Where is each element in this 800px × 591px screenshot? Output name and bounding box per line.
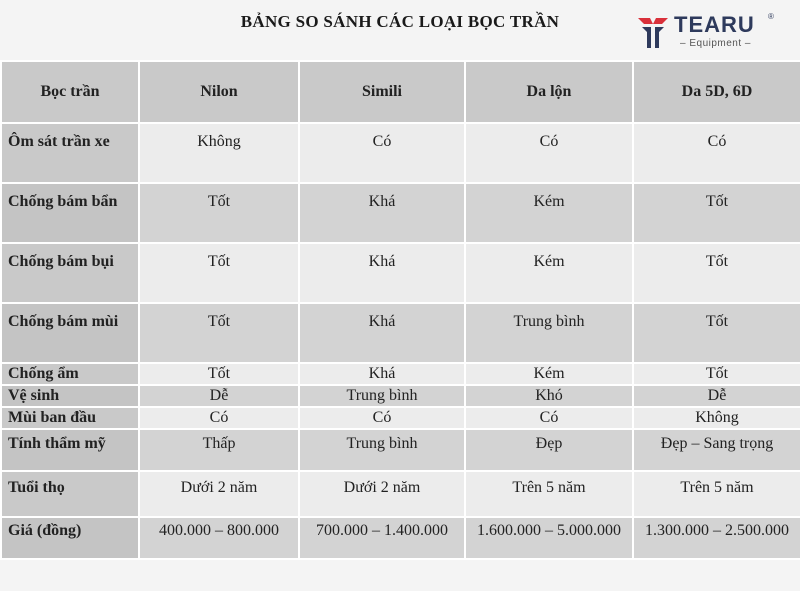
table-row: [1, 517, 800, 559]
table-cell: Tốt: [633, 363, 800, 385]
table-cell: Tốt: [633, 303, 800, 363]
table-cell: 700.000 – 1.400.000: [299, 517, 465, 559]
table-row: [1, 471, 800, 517]
table-cell: Kém: [465, 363, 633, 385]
table-cell: Trung bình: [465, 303, 633, 363]
table-cell: Có: [139, 407, 299, 429]
table-row: [1, 385, 800, 407]
table-cell: Tốt: [633, 243, 800, 303]
row-label: Tuổi thọ: [1, 471, 139, 517]
table-cell: Tốt: [633, 183, 800, 243]
table-cell: Khá: [299, 303, 465, 363]
table-row: [1, 243, 800, 303]
table-cell: Tốt: [139, 303, 299, 363]
table-cell: Trên 5 năm: [633, 471, 800, 517]
header-cell: Simili: [299, 61, 465, 123]
table-cell: Dưới 2 năm: [139, 471, 299, 517]
table-cell: Có: [299, 123, 465, 183]
table-row: [1, 123, 800, 183]
row-label: Tính thẩm mỹ: [1, 429, 139, 471]
table-cell: Khá: [299, 183, 465, 243]
row-label: Vệ sinh: [1, 385, 139, 407]
brand-subtitle: – Equipment –: [680, 38, 751, 49]
tearu-logo-mark-icon: [636, 14, 670, 50]
table-cell: Trung bình: [299, 385, 465, 407]
table-cell: Dễ: [139, 385, 299, 407]
header-cell: Nilon: [139, 61, 299, 123]
table-cell: Dưới 2 năm: [299, 471, 465, 517]
table-cell: Đẹp: [465, 429, 633, 471]
table-cell: Kém: [465, 183, 633, 243]
table-row: [1, 429, 800, 471]
table-cell: Thấp: [139, 429, 299, 471]
table-row: [1, 183, 800, 243]
table-cell: Tốt: [139, 243, 299, 303]
table-cell: Trên 5 năm: [465, 471, 633, 517]
header-cell: Da lộn: [465, 61, 633, 123]
header-cell: Bọc trần: [1, 61, 139, 123]
row-label: Chống bám mùi: [1, 303, 139, 363]
header-cell: Da 5D, 6D: [633, 61, 800, 123]
row-label: Mùi ban đầu: [1, 407, 139, 429]
registered-mark: ®: [768, 12, 774, 21]
table-row: [1, 407, 800, 429]
brand-logo: [636, 12, 786, 52]
row-label: Giá (đồng): [1, 517, 139, 559]
table-cell: Có: [465, 123, 633, 183]
table-cell: 400.000 – 800.000: [139, 517, 299, 559]
page-title: BẢNG SO SÁNH CÁC LOẠI BỌC TRẦN: [240, 12, 560, 31]
table-cell: Kém: [465, 243, 633, 303]
comparison-table: [0, 60, 800, 560]
brand-name: TEARU: [674, 12, 755, 37]
row-label: Ôm sát trần xe: [1, 123, 139, 183]
table-cell: Không: [139, 123, 299, 183]
table-cell: Đẹp – Sang trọng: [633, 429, 800, 471]
table-cell: Khó: [465, 385, 633, 407]
table-row: [1, 303, 800, 363]
table-cell: Trung bình: [299, 429, 465, 471]
table-cell: Có: [299, 407, 465, 429]
row-label: Chống bám bẩn: [1, 183, 139, 243]
table-cell: Tốt: [139, 363, 299, 385]
row-label: Chống ẩm: [1, 363, 139, 385]
table-cell: Khá: [299, 243, 465, 303]
table-cell: Khá: [299, 363, 465, 385]
table-cell: 1.600.000 – 5.000.000: [465, 517, 633, 559]
table-cell: 1.300.000 – 2.500.000: [633, 517, 800, 559]
table-cell: Không: [633, 407, 800, 429]
table-row: [1, 363, 800, 385]
table-cell: Tốt: [139, 183, 299, 243]
table-cell: Dễ: [633, 385, 800, 407]
table-header-row: [1, 61, 800, 123]
table-cell: Có: [465, 407, 633, 429]
table-cell: Có: [633, 123, 800, 183]
row-label: Chống bám bụi: [1, 243, 139, 303]
